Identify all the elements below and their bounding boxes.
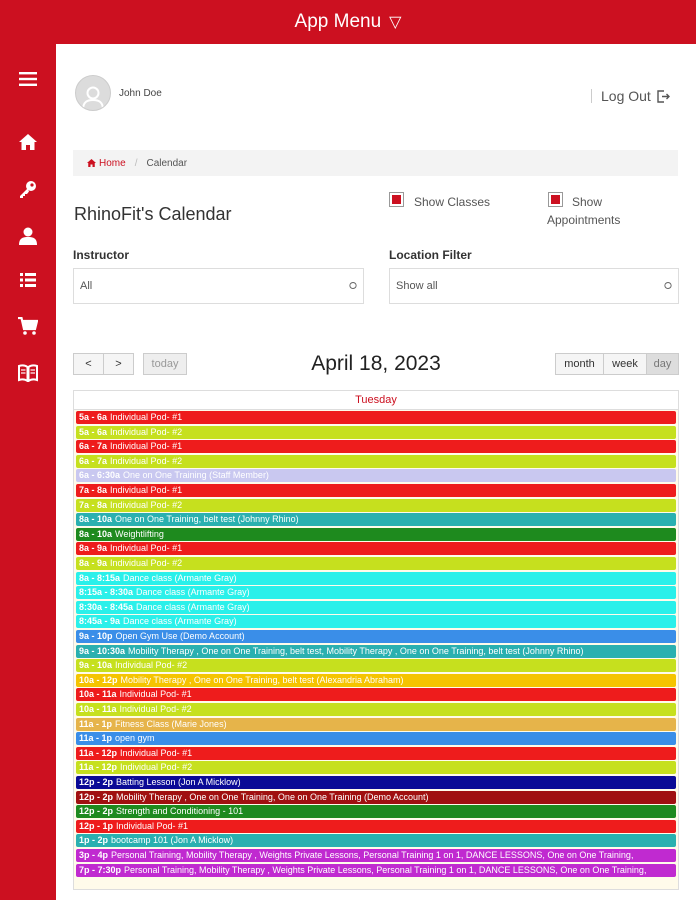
event-title: Individual Pod- #1 (110, 543, 183, 554)
home-icon[interactable] (0, 128, 56, 156)
home-icon (87, 159, 96, 167)
calendar-event[interactable] (76, 630, 676, 643)
breadcrumb (73, 150, 678, 176)
event-title: One on One Training, belt test (Johnny Rhino) (115, 514, 299, 525)
event-title: Individual Pod- #1 (120, 747, 193, 758)
calendar-event[interactable] (76, 776, 676, 789)
calendar-event[interactable] (76, 805, 676, 818)
select-arrow-icon: ⭘ (664, 281, 672, 292)
event-time: 12p - 1p (79, 820, 114, 831)
show-appointments-label-line2[interactable]: Appointments (547, 213, 621, 227)
calendar-event[interactable] (76, 469, 676, 482)
event-time: 8a - 10a (79, 514, 113, 525)
event-time: 8:45a - 9a (79, 616, 121, 627)
user-icon[interactable] (0, 222, 56, 250)
calendar-event[interactable] (76, 426, 676, 439)
avatar[interactable] (75, 75, 111, 111)
calendar-event[interactable] (76, 718, 676, 731)
event-title: Mobility Therapy , One on One Training, One on One Training (Demo Account) (116, 791, 429, 802)
breadcrumb-current: Calendar (146, 157, 188, 169)
checkbox-fill (392, 195, 401, 204)
event-time: 10a - 11a (79, 689, 117, 700)
select-arrow-icon: ⭘ (349, 281, 357, 292)
calendar-event[interactable] (76, 601, 676, 614)
show-classes-label[interactable]: Show Classes (414, 195, 491, 209)
event-title: Open Gym Use (Demo Account) (115, 631, 245, 641)
event-time: 8a - 9a (79, 558, 108, 568)
event-time: 9a - 10:30a (79, 645, 126, 656)
calendar-event[interactable] (76, 557, 676, 570)
calendar-event[interactable] (76, 528, 676, 541)
event-time: 8:30a - 8:45a (79, 601, 134, 612)
event-title: Dance class (Armante Gray) (136, 601, 250, 612)
event-title: Strength and Conditioning - 101 (116, 806, 244, 817)
calendar-event[interactable] (76, 761, 676, 774)
event-title: Batting Lesson (Jon A Micklow) (116, 777, 241, 787)
page-title: RhinoFit's Calendar (74, 204, 232, 224)
event-time: 9a - 10a (79, 660, 113, 671)
month-view-label: month (564, 358, 595, 370)
event-title: bootcamp 101 (Jon A Micklow) (111, 835, 234, 846)
event-time: 5a - 6a (79, 426, 108, 437)
event-title: Individual Pod- #1 (110, 485, 183, 495)
event-time: 11a - 12p (79, 762, 118, 773)
event-title: Individual Pod- #2 (110, 499, 183, 510)
user-silhouette-icon (81, 84, 105, 110)
event-time: 5a - 6a (79, 412, 108, 422)
logout-button[interactable] (601, 88, 670, 104)
day-view-button[interactable] (646, 353, 679, 375)
calendar-event[interactable] (76, 645, 676, 658)
calendar-event[interactable] (76, 688, 676, 701)
user-bar (56, 44, 696, 144)
calendar-event[interactable] (76, 411, 676, 424)
hamburger-menu-icon[interactable] (0, 65, 56, 93)
event-time: 9a - 10p (79, 631, 113, 641)
location-filter-label: Location Filter (389, 248, 472, 262)
list-icon[interactable] (0, 266, 56, 294)
calendar-event[interactable] (76, 674, 676, 687)
calendar-event[interactable] (76, 732, 676, 745)
logout-icon (657, 90, 670, 103)
calendar-date-title: April 18, 2023 (311, 352, 441, 375)
calendar-event[interactable] (76, 820, 676, 833)
chevron-right-icon: > (115, 358, 122, 370)
event-title: Individual Pod- #2 (110, 455, 183, 466)
prev-button[interactable] (73, 353, 104, 375)
show-classes-checkbox[interactable] (389, 192, 404, 207)
main-content (56, 44, 696, 900)
calendar-event[interactable] (76, 440, 676, 453)
event-title: Fitness Class (Marie Jones) (115, 718, 227, 729)
cart-icon[interactable] (0, 312, 56, 340)
breadcrumb-home-label: Home (99, 157, 126, 169)
event-time: 12p - 2p (79, 806, 114, 817)
event-title: Individual Pod- #2 (110, 426, 183, 437)
event-time: 6a - 7a (79, 455, 108, 466)
event-title: One on One Training (Staff Member) (123, 470, 269, 481)
event-time: 3p - 4p (79, 850, 109, 860)
calendar-event[interactable] (76, 659, 676, 672)
next-button[interactable] (103, 353, 134, 375)
calendar-event[interactable] (76, 513, 676, 526)
event-title: Personal Training, Mobility Therapy , Weights Private Lessons, Personal Training 1 on 1, DANCE LESSONS, One on One Training, (111, 850, 634, 860)
user-name: John Doe (119, 88, 162, 99)
event-time: 7a - 8a (79, 485, 108, 495)
calendar-event[interactable] (76, 455, 676, 468)
month-view-button[interactable] (555, 353, 604, 375)
calendar-event[interactable] (76, 572, 676, 585)
today-label: today (151, 358, 179, 370)
event-time: 7a - 8a (79, 499, 108, 510)
calendar-event[interactable] (76, 849, 676, 862)
app-menu-title: App Menu (294, 11, 382, 32)
triangle-down-icon: ▽ (389, 14, 402, 31)
calendar-event[interactable] (76, 864, 676, 877)
event-time: 12p - 2p (79, 791, 114, 802)
event-time: 12p - 2p (79, 777, 114, 787)
location-filter-select[interactable] (389, 268, 679, 304)
calendar-event[interactable] (76, 542, 676, 555)
calendar-event[interactable] (76, 499, 676, 512)
calendar-event[interactable] (76, 586, 676, 599)
event-title: Mobility Therapy , One on One Training, belt test, Mobility Therapy , One on One Training, belt test (Johnny Rhino) (128, 645, 584, 656)
location-filter-value: Show all (396, 280, 438, 292)
calendar-event[interactable] (76, 615, 676, 628)
event-title: Individual Pod- #2 (115, 660, 188, 671)
week-view-label: week (612, 358, 638, 370)
chevron-left-icon: < (85, 358, 92, 370)
breadcrumb-home[interactable] (87, 158, 126, 169)
today-button[interactable] (143, 353, 187, 375)
event-time: 10a - 12p (79, 674, 118, 685)
event-title: Dance class (Armante Gray) (123, 572, 237, 583)
event-title: Individual Pod- #1 (110, 441, 183, 452)
event-title: Personal Training, Mobility Therapy , Weights Private Lessons, Personal Training 1 on 1, DANCE LESSONS, One on One Training, (124, 864, 647, 875)
event-title: Dance class (Armante Gray) (136, 587, 250, 598)
event-title: Weightlifting (115, 528, 164, 539)
key-icon[interactable] (0, 175, 56, 203)
event-title: Mobility Therapy , One on One Training, belt test (Alexandria Abraham) (120, 674, 404, 685)
event-time: 10a - 11a (79, 704, 117, 714)
event-time: 6a - 6:30a (79, 470, 121, 481)
show-appointments-checkbox[interactable] (548, 192, 563, 207)
event-title: Individual Pod- #2 (119, 704, 192, 714)
checkbox-fill (551, 195, 560, 204)
event-title: open gym (115, 733, 155, 744)
event-time: 8a - 8:15a (79, 572, 121, 583)
instructor-select-value: All (80, 280, 93, 292)
event-title: Individual Pod- #1 (119, 689, 192, 700)
sidebar (0, 44, 56, 900)
app-menu-bar[interactable] (0, 0, 696, 44)
event-time: 11a - 1p (79, 718, 113, 729)
show-appointments-label-line1[interactable]: Show (572, 195, 603, 209)
week-view-button[interactable] (603, 353, 647, 375)
event-title: Individual Pod- #1 (116, 820, 189, 831)
divider (591, 89, 592, 103)
calendar-event[interactable] (76, 791, 676, 804)
event-time: 8:15a - 8:30a (79, 587, 134, 598)
event-title: Individual Pod- #2 (110, 558, 183, 568)
book-icon[interactable] (0, 359, 56, 387)
event-time: 8a - 10a (79, 528, 113, 539)
instructor-select[interactable] (73, 268, 364, 304)
calendar-event[interactable] (76, 703, 676, 716)
calendar-event[interactable] (76, 484, 676, 497)
day-header: Tuesday (74, 391, 678, 410)
event-time: 6a - 7a (79, 441, 108, 452)
breadcrumb-separator: / (134, 157, 138, 169)
calendar-event[interactable] (76, 747, 676, 760)
calendar-event[interactable] (76, 834, 676, 847)
event-time: 11a - 1p (79, 733, 113, 744)
event-time: 7p - 7:30p (79, 864, 122, 875)
event-title: Individual Pod- #2 (120, 762, 193, 773)
day-view-label: day (653, 358, 672, 370)
day-calendar (73, 390, 679, 890)
event-title: Dance class (Armante Gray) (123, 616, 237, 627)
instructor-label: Instructor (73, 248, 130, 262)
event-title: Individual Pod- #1 (110, 412, 183, 422)
event-time: 11a - 12p (79, 747, 118, 758)
event-time: 8a - 9a (79, 543, 108, 554)
event-time: 1p - 2p (79, 835, 109, 846)
logout-label: Log Out (601, 88, 651, 104)
